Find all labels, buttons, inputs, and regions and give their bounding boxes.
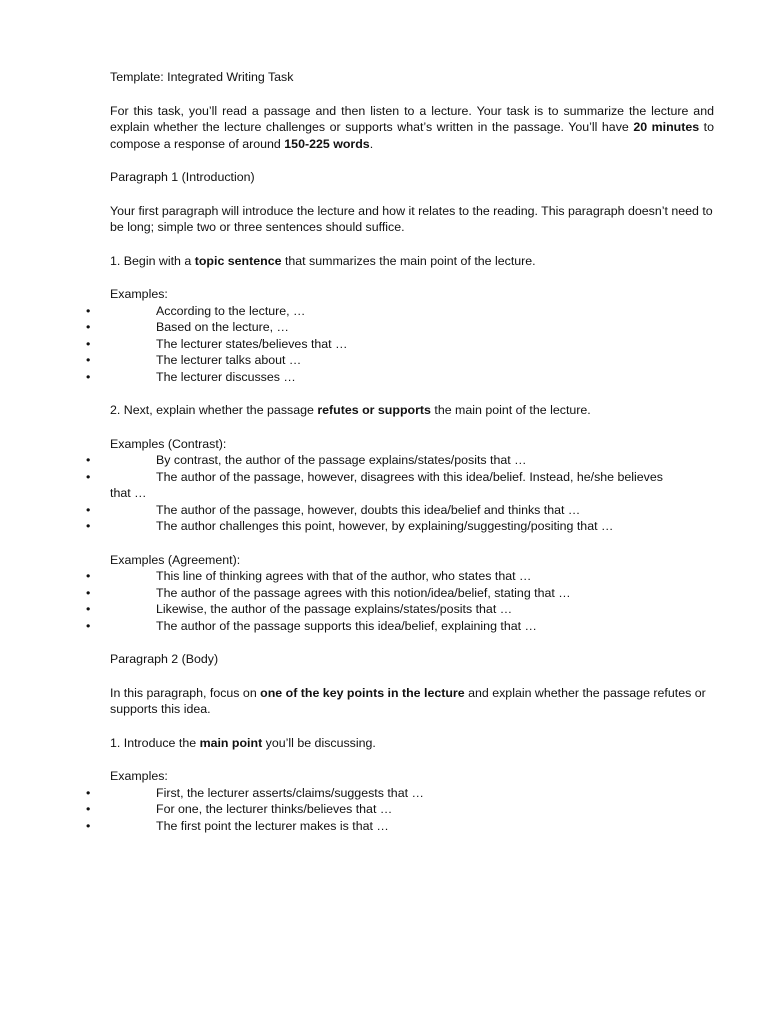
list-item: • The author of the passage agrees with this notion/idea/belief, stating that … [110, 585, 714, 602]
list-item [110, 502, 714, 519]
list-item-text: The author of the passage, however, disagrees with this idea/belief. Instead, he/she believes [156, 469, 663, 484]
document-body [110, 69, 714, 834]
list-item-text: The author of the passage, however, doubts this idea/belief and thinks that … [156, 502, 581, 517]
examples-label: Examples: [110, 287, 168, 301]
step-2-pre: 2. Next, explain whether the passage [110, 403, 318, 417]
step-1-pre: 1. Begin with a [110, 253, 195, 268]
examples-list-agreement [110, 568, 714, 634]
list-item: • Likewise, the author of the passage explains/states/posits that … [110, 601, 714, 618]
step-3-post: you’ll be discussing. [262, 735, 376, 750]
list-item [110, 518, 714, 535]
examples-label-body: Examples: [110, 769, 168, 783]
list-item: • The lecturer states/believes that … [110, 336, 714, 353]
list-item-text: By contrast, the author of the passage explains/states/posits that … [156, 453, 527, 467]
intro-text-1: For this task, you’ll read a passage and then listen to a lecture. Your task is to summarize the lecture and explain whether the lecture challenges or supports what’s written in the passage. You’ll have [110, 103, 714, 134]
step-introduce-main-point [110, 735, 714, 752]
paragraph-2-heading: Paragraph 2 (Body) [110, 652, 219, 666]
list-item: • First, the lecturer asserts/claims/suggests that … [110, 785, 714, 802]
step-3-pre: 1. Introduce the [110, 735, 200, 750]
list-item: • The lecturer discusses … [110, 369, 714, 386]
intro-bold-time: 20 minutes [633, 120, 700, 134]
intro-text-3: . [369, 136, 374, 151]
list-item: • The first point the lecturer makes is that … [110, 818, 714, 835]
step-1-post: that summarizes the main point of the lecture. [281, 253, 536, 268]
paragraph-2-description [110, 685, 714, 718]
list-item [110, 469, 714, 502]
p2-desc-bold: one of the key points in the lecture [260, 685, 465, 700]
step-1-topic-sentence [110, 253, 714, 270]
examples-list-contrast [110, 452, 714, 535]
p2-desc-post: and explain whether the passage refutes or supports this idea. [110, 685, 706, 716]
examples-list-intro [110, 303, 714, 386]
agreement-label: Examples (Agreement): [110, 552, 241, 567]
list-item: • The author of the passage supports this idea/belief, explaining that … [110, 618, 714, 635]
list-item: • Based on the lecture, … [110, 319, 714, 336]
step-2-bold: refutes or supports [317, 403, 431, 417]
step-2-refutes-or-supports [110, 402, 714, 419]
intro-paragraph [110, 103, 714, 153]
list-item: • The lecturer talks about … [110, 352, 714, 369]
paragraph-1-description: Your first paragraph will introduce the lecture and how it relates to the reading. This paragraph doesn’t need to be long; simple two or three sentences should suffice. [110, 203, 713, 234]
list-item-text: The author challenges this point, however, by explaining/suggesting/positing that … [156, 519, 614, 533]
list-item: • This line of thinking agrees with that of the author, who states that … [110, 568, 714, 585]
examples-list-body [110, 785, 714, 835]
contrast-label: Examples (Contrast): [110, 436, 227, 451]
step-3-bold: main point [199, 735, 263, 750]
step-2-post: the main point of the lecture. [430, 403, 591, 417]
document-title: Template: Integrated Writing Task [110, 70, 294, 84]
intro-bold-words: 150-225 words [284, 136, 370, 151]
list-item [110, 452, 714, 469]
step-1-bold: topic sentence [194, 253, 282, 268]
list-item-continuation: that … [110, 486, 147, 500]
list-item: • For one, the lecturer thinks/believes that … [110, 801, 714, 818]
intro-text-2: to compose a response of around [110, 120, 715, 151]
p2-desc-pre: In this paragraph, focus on [110, 685, 261, 700]
list-item: • According to the lecture, … [110, 303, 714, 320]
paragraph-1-heading: Paragraph 1 (Introduction) [110, 170, 255, 184]
